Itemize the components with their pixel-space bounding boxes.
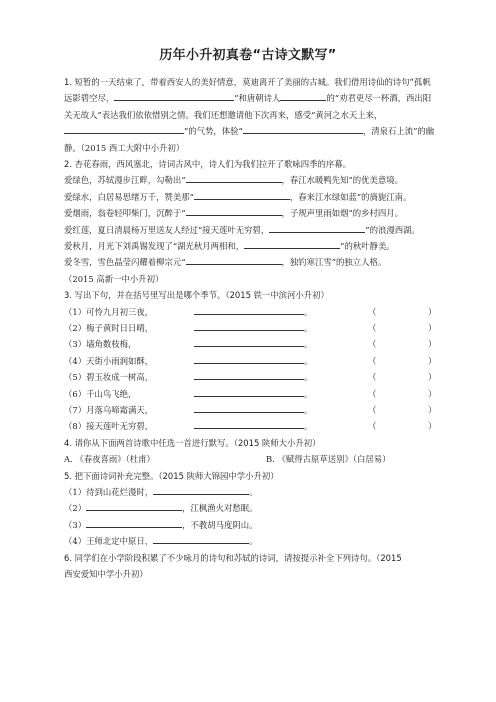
- q1-text-4: ”的气势，体验“: [184, 126, 243, 137]
- season-paren-left: （: [368, 388, 377, 399]
- q2-line-5: [64, 238, 436, 254]
- page-title: 历年小升初真卷“古诗文默写”: [159, 48, 337, 63]
- q1-text-3: 的“劝君更尽一杯酒，西出阳关无故人”表达我们依依惜别之情。我们还想邀请他下次再来，感受“黄河之水天上来，: [64, 93, 432, 120]
- q2-line-6-b: ，独钓寒江雪”的独立人格。: [281, 257, 387, 268]
- q3-item: [64, 402, 436, 418]
- answer-blank[interactable]: [244, 238, 340, 249]
- q3-item: [64, 320, 436, 336]
- q3-item-label: （6）千山鸟飞绝，: [64, 388, 137, 399]
- answer-blank[interactable]: [153, 533, 249, 544]
- answer-blank[interactable]: [86, 500, 182, 511]
- answer-blank[interactable]: [194, 189, 290, 200]
- q3-item-label: （8）接天莲叶无穷碧，: [64, 421, 154, 432]
- q2-line-4-b: ”的浪漫西湖。: [365, 224, 420, 235]
- q2-line-4: [64, 222, 436, 238]
- q3-items: [64, 304, 436, 435]
- question-2: [64, 156, 436, 172]
- document-body: [64, 74, 436, 582]
- season-paren-left: （: [368, 323, 377, 334]
- answer-blank[interactable]: [186, 254, 282, 265]
- q1-text-5: ，清泉石上流”的幽静。（2015 西工大附中小升初）: [64, 126, 435, 153]
- q2-line-1-b: ，春江水暖鸭先知”的优美意境。: [281, 175, 404, 186]
- answer-blank[interactable]: [186, 205, 282, 216]
- answer-blank[interactable]: [194, 402, 304, 413]
- q2-line-4-a: 爱红莲，夏日清晨杨万里送友人经过“接天莲叶无穷碧，: [64, 224, 270, 235]
- answer-blank[interactable]: [194, 320, 304, 331]
- q3-item: [64, 369, 436, 385]
- q4-choices: [64, 451, 436, 467]
- q3-item-end: 。: [304, 421, 313, 432]
- season-paren-right[interactable]: ）: [428, 405, 437, 416]
- q3-item-end: 。: [304, 339, 313, 350]
- q5-line-4-b: 。: [249, 536, 258, 547]
- answer-blank[interactable]: [269, 222, 365, 233]
- question-3: [64, 287, 436, 303]
- q3-item-end: 。: [304, 355, 313, 366]
- q2-line-6: [64, 254, 436, 270]
- q3-item: [64, 336, 436, 352]
- q5-line-2-a: （2）: [64, 503, 87, 514]
- q5-line-3-b: ，不教胡马度阴山。: [182, 519, 258, 530]
- q3-item-end: 。: [304, 405, 313, 416]
- question-1: [64, 74, 436, 156]
- choice-a[interactable]: A. 《春夜喜雨》（杜甫）: [64, 454, 155, 465]
- q2-line-5-a: 爱秋月，月光下刘禹锡发现了“湖光秋月两相和，: [64, 241, 245, 252]
- season-paren-right[interactable]: ）: [428, 388, 437, 399]
- q2-line-3-a: 爱烟雨，翁卷轻叩柴门，沉醉于“: [64, 208, 186, 219]
- q2-line-5-b: ”的秋叶静美。: [340, 241, 395, 252]
- season-paren-right[interactable]: ）: [428, 372, 437, 383]
- answer-blank[interactable]: [194, 304, 304, 315]
- q3-item-label: （1）可怜九月初三夜，: [64, 306, 154, 317]
- q2-line-3-b: ，子规声里雨如烟”的乡村四月。: [281, 208, 404, 219]
- season-paren-left: （: [368, 372, 377, 383]
- answer-blank[interactable]: [280, 90, 326, 101]
- q6-text-1: 6. 同学们在小学阶段积累了不少咏月的诗句和苏轼的诗词，请按提示补全下列诗句。（2015: [64, 552, 402, 563]
- season-paren-right[interactable]: ）: [428, 323, 437, 334]
- q3-item-label: （7）月落乌啼霜满天，: [64, 405, 154, 416]
- season-paren-left: （: [368, 405, 377, 416]
- q3-item-label: （4）天街小雨润如酥，: [64, 355, 154, 366]
- q2-source-text: （2015 高新一中小升初）: [64, 273, 164, 284]
- q3-item-label: （3）墙角数枝梅，: [64, 339, 137, 350]
- q2-line-1: [64, 172, 436, 188]
- q3-item: [64, 304, 436, 320]
- answer-blank[interactable]: [194, 386, 304, 397]
- q5-line-1-b: 。: [249, 487, 258, 498]
- q2-line-6-a: 爱冬雪，雪色晶莹闪耀着柳宗元“: [64, 257, 186, 268]
- question-4: [64, 435, 436, 451]
- q3-item-label: （5）碧玉妆成一树高，: [64, 372, 154, 383]
- q3-intro: 3. 写出下句，并在括号里写出是哪个季节。（2015 铁一中滨河小升初）: [64, 290, 329, 301]
- q1-text-2: ”和唐朝诗人: [234, 93, 281, 104]
- q3-item-end: 。: [304, 388, 313, 399]
- q2-source: [64, 271, 436, 287]
- q1-text-1: 1. 短暂的一天结束了，带着西安人的美好情意，莫迪离开了美丽的古城。我们借用诗仙的诗句“孤帆远影碧空尽，: [64, 77, 431, 104]
- q5-line-1-a: （1）待到山花烂漫时，: [64, 487, 154, 498]
- q3-item: [64, 353, 436, 369]
- q2-line-2-a: 爱绿水，白居易思绪万千，赞美那“: [64, 191, 194, 202]
- q3-item-label: （2）梅子黄时日日晴，: [64, 323, 154, 334]
- answer-blank[interactable]: [243, 123, 363, 134]
- season-paren-right[interactable]: ）: [428, 306, 437, 317]
- q5-line-4: [64, 533, 436, 549]
- q3-item-end: 。: [304, 323, 313, 334]
- answer-blank[interactable]: [194, 336, 304, 347]
- q4-intro: 4. 请你从下面两首诗歌中任选一首进行默写。（2015 陕师大小升初）: [64, 437, 321, 448]
- q2-intro: 2. 杏花春雨，西风塞北，诗词古风中，诗人们为我们拉开了歌咏四季的序幕。: [64, 159, 352, 170]
- answer-blank[interactable]: [186, 172, 282, 183]
- answer-blank[interactable]: [194, 418, 304, 429]
- q5-line-2: [64, 500, 436, 516]
- q2-line-1-a: 爱绿色，苏轼漫步江畔，勾勒出“: [64, 175, 186, 186]
- q2-line-2: [64, 189, 436, 205]
- q3-item: [64, 386, 436, 402]
- season-paren-left: （: [368, 421, 377, 432]
- answer-blank[interactable]: [194, 353, 304, 364]
- q5-intro: 5. 把下面诗词补充完整。（2015 陕师大锦园中学小升初）: [64, 470, 279, 481]
- q6-text-2: 西安爱知中学小升初）: [64, 569, 148, 580]
- answer-blank[interactable]: [86, 517, 182, 528]
- answer-blank[interactable]: [64, 123, 184, 134]
- season-paren-right[interactable]: ）: [428, 355, 437, 366]
- q5-line-4-a: （4）王师北定中原日，: [64, 536, 154, 547]
- answer-blank[interactable]: [114, 90, 234, 101]
- season-paren-left: （: [368, 355, 377, 366]
- season-paren-left: （: [368, 339, 377, 350]
- season-paren-right[interactable]: ）: [428, 339, 437, 350]
- q2-line-3: [64, 205, 436, 221]
- q3-item-end: 。: [304, 306, 313, 317]
- choice-b[interactable]: B. 《赋得古原草送别》（白居易）: [266, 454, 391, 465]
- question-6: [64, 550, 436, 583]
- season-paren-left: （: [368, 306, 377, 317]
- answer-blank[interactable]: [153, 484, 249, 495]
- answer-blank[interactable]: [194, 369, 304, 380]
- q5-line-1: [64, 484, 436, 500]
- q5-line-3: [64, 517, 436, 533]
- season-paren-right[interactable]: ）: [428, 421, 437, 432]
- q5-line-2-b: ，江枫渔火对愁眠。: [182, 503, 258, 514]
- q3-item: [64, 418, 436, 434]
- question-5: [64, 468, 436, 484]
- q2-line-2-b: ，春来江水绿如蓝”的旖旎江南。: [289, 191, 412, 202]
- q5-line-3-a: （3）: [64, 519, 87, 530]
- q3-item-end: 。: [304, 372, 313, 383]
